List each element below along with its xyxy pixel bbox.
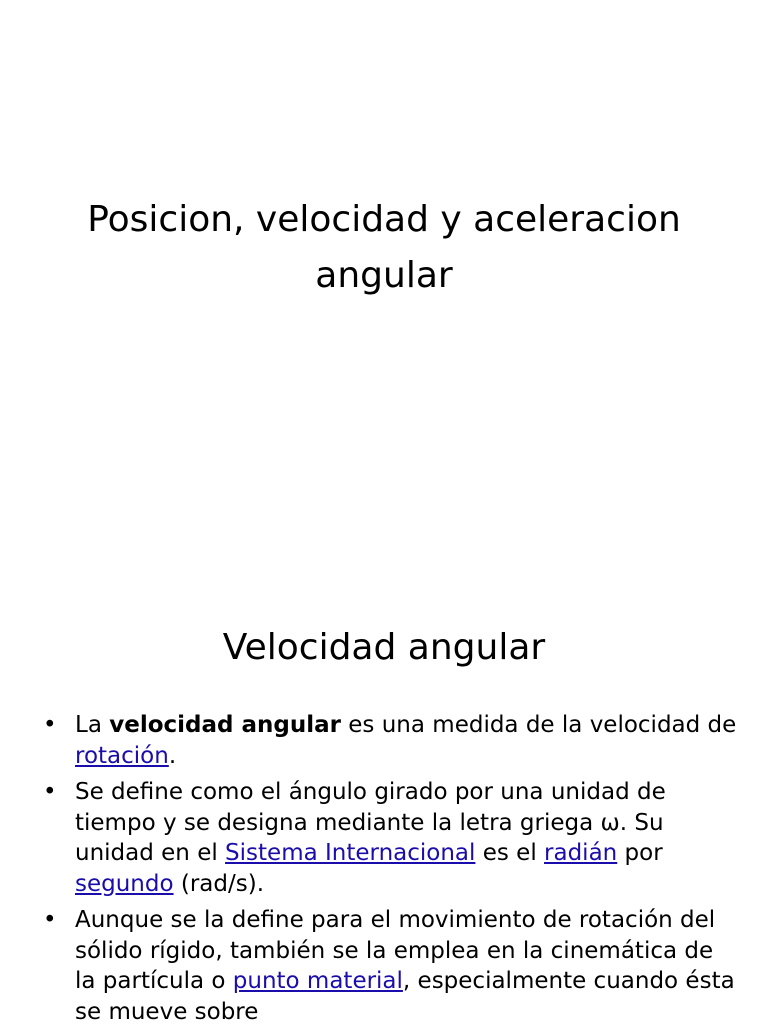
bullet-1-bold: velocidad angular: [109, 712, 341, 738]
bullet-1-mid: es una medida de la velocidad de: [340, 712, 737, 738]
bullet-dot: •: [43, 907, 57, 933]
bullet-dot: •: [43, 779, 57, 805]
bullet-2-mid-2: por: [617, 840, 663, 866]
bullet-1-pre: La: [75, 712, 110, 738]
bullet-3-pre: Aunque se la define para el movimiento de rotación del sólido rígido, también se la emplea en la cinemática de la partícula o: [75, 907, 716, 994]
bullet-2-mid-1: es el: [475, 840, 545, 866]
bullet-list: [40, 710, 738, 1024]
bullet-item-1: [40, 710, 738, 771]
bullet-dot: •: [43, 712, 57, 738]
bullet-item-2: [40, 777, 738, 899]
link-sistema-internacional[interactable]: Sistema Internacional: [225, 840, 476, 866]
slide-2-title: Velocidad angular: [222, 627, 546, 668]
bullet-2-pre: Se define como el ángulo girado por una unidad de tiempo y se designa mediante la letra griega ω. Su unidad en el: [75, 779, 666, 866]
link-punto-material[interactable]: punto material: [232, 968, 403, 994]
link-segundo[interactable]: segundo: [75, 870, 174, 897]
bullet-item-3: [40, 905, 738, 1024]
slide-1-title: Posicion, velocidad y aceleracion angular: [87, 199, 681, 296]
link-radian[interactable]: radián: [544, 840, 618, 866]
bullet-1-post: .: [168, 742, 177, 769]
bullet-2-post: (rad/s).: [173, 870, 265, 897]
slide-2: [0, 576, 768, 1024]
bullet-3-post: , especialmente cuando ésta se mueve sobre: [75, 968, 735, 1024]
link-rotacion[interactable]: rotación: [75, 742, 169, 769]
